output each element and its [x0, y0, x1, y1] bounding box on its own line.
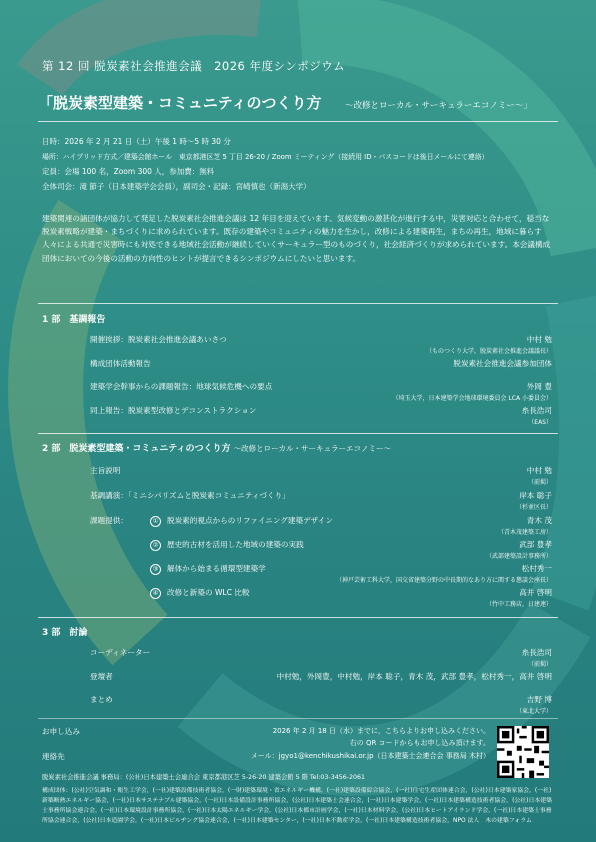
part3-heading: 3 部 討論 [42, 628, 88, 638]
topic-aff: （武部建築設計事務所） [485, 553, 552, 560]
member-organizations: 構成団体：(公社)空気調和・衛生工学会，(一社)建築設備技術者協会，(一財)建築環境・省エネルギー機構，(一社)建築設備綜合協会，(一社)住宅生産団体連合会，(公社)日本建築家協会，(一社)新築断熱エネルギー協会，(一社)日本サステナブル建築協会，(一社)日本設備設計事務所協会，(公社)日本建築士会連合会，(一社)日本建築学会，(一社)日本建築構造技術者協会，(公社)日本建築士事務所協会連合会，(一社)日本環境設計事務所協会，(一社)日本太陽エネルギー学会，(公社)日本都市計画学会，(一社)日本材料学会，(公社)日本ヒートアイランド学会，(一社)日本建築士事務所協会連合会，(公社)日本造園学会，(一社)日本ビルヂング協会連合会，(一社)日本建築センター，(一社)日本不動産学会，(一社)日本建築構造技術者協会，NPO 法人 木の建築フォラム [42, 788, 553, 824]
topic-name: 青木 茂 [526, 516, 552, 525]
part2-rule [38, 433, 558, 434]
part1-row-label: 構成団体活動報告 [90, 359, 151, 368]
topic-text: 改修と新築の WLC 比較 [167, 588, 250, 597]
part1-row-aff: （埼玉大学，日本建築学会地球環境委員会 LCA 小委員会） [392, 395, 552, 402]
topic-number: ③ [150, 564, 161, 575]
part1-row-name: 中村 勉 [526, 335, 552, 344]
part1-rule [38, 303, 558, 304]
keynote-label: 基調講演：「ミニシパリズムと脱炭素コミュニティづくり」 [90, 491, 290, 500]
part2-heading-sub: ～改修とローカル・サーキュラーエコノミー～ [233, 444, 391, 453]
part1-row-label: 建築学会幹事からの課題報告：地球気候危機への要点 [90, 382, 273, 391]
event-venue: 場所：ハイブリッド方式／建築会館ホール 東京都港区芝 5 丁目 26-20 / Zoom ミーティング（接続用 ID・パスコードは後日メールにて連絡） [42, 153, 489, 161]
part1-row-name: 外岡 豊 [526, 382, 552, 391]
part1-row-name: 糸長浩司 [521, 406, 552, 415]
page-title: 「脱炭素型建築・コミュニティのつくり方 [38, 94, 322, 112]
part3-row-label: 登壇者 [90, 672, 113, 681]
contact-email[interactable]: メール：jgyo1@kenchikushikai.or.jp（日本建築士会連合会 事務局 木村） [250, 752, 490, 760]
contact-label: 連絡先 [42, 752, 65, 761]
footer-rule [38, 718, 558, 719]
topic-item [150, 587, 250, 599]
intro-label: 主旨説明 [90, 466, 121, 475]
apply-label: お申し込み [42, 727, 80, 736]
part2-heading-main: 2 部 脱炭素型建築・コミュニティのつくり方 [42, 444, 231, 454]
topic-item [150, 539, 304, 551]
part3-row-name: 中村勉，外岡豊，中村勉，岸本 聡子，青木 茂，武部 豊孝，松村秀一，高井 啓明 [276, 672, 552, 681]
topic-text: 脱炭素的視点からのリファイニング建築デザイン [167, 516, 333, 525]
topic-number: ② [150, 540, 161, 551]
topics-label: 課題提供： [90, 516, 128, 525]
part3-row-label: コーディネーター [90, 648, 151, 657]
part1-row-label: 同上報告：脱炭素型改修とデコンストラクション [90, 406, 257, 415]
event-moderator: 全体司会：滝 節子（日本建築学会会員），副司会・記録：宮崎慎也（新潟大学） [42, 182, 311, 191]
intro-name: 中村 勉 [526, 466, 552, 475]
topic-item [150, 515, 333, 527]
topic-aff: （神戸芸術工科大学，国交省建築分野の中長期的なあり方に関する懇談会座長） [335, 577, 552, 584]
part1-row-name: 脱炭素社会推進会議参加団体 [453, 359, 552, 368]
topic-name: 松村秀一 [521, 564, 552, 573]
keynote-aff: （杉並区長） [515, 504, 552, 511]
topic-aff: （青木茂建築工房） [497, 529, 552, 536]
topic-number: ④ [150, 588, 161, 599]
event-date: 日時：2026 年 2 月 21 日（土）午後 1 時～5 時 30 分 [42, 137, 231, 146]
part2-heading [42, 441, 391, 454]
part1-row-label: 開催挨拶：脱炭素社会推進会議あいさつ [90, 335, 227, 344]
office-address: 脱炭素社会推進会議 事務局：(公社)日本建築士会連合会 東京都港区芝 5-26-20 建築会館 5 階 Tel:03-3456-2061 [42, 774, 366, 781]
apply-text: 2026 年 2 月 18 日（水）までに，こちらよりお申し込みください。 [272, 727, 490, 735]
part3-row-name: 糸長浩司 [521, 648, 552, 657]
topic-item [150, 563, 266, 575]
apply-text-qr: 右の QR コードからもお申し込み頂けます。 [349, 739, 490, 747]
event-capacity: 定員：会場 100 名，Zoom 300 人，参加費：無料 [42, 167, 215, 176]
topic-name: 高井 啓明 [519, 588, 552, 597]
part3-row-aff: （前掲） [527, 661, 552, 668]
qr-code[interactable] [497, 726, 549, 778]
part1-row-aff: （ものつくり大学，脱炭素社会推進会議議長） [425, 348, 552, 355]
topic-name: 武部 豊孝 [519, 540, 552, 549]
part1-row-aff: （EAS） [528, 419, 552, 426]
topic-number: ① [150, 516, 161, 527]
page-subtitle: ～改修とローカル・サーキュラーエコノミー～」 [345, 101, 532, 111]
part3-row-label: まとめ [90, 695, 113, 704]
topic-text: 歴史的古材を活用した地域の建築の実践 [167, 540, 304, 549]
lead-paragraph: 建築関連の諸団体が協力して発足した脱炭素社会推進会議は 12 年目を迎えています。気候変動の激甚化が進行する中，災害対応と合わせて，穏当な脱炭素戦略が建築・まちづくりに求められています。既存の建築やコミュニティの魅力を生かし，改修による建築再生，まちの再生，地域に暮らす人々による共通で災害時にも対処できる地域社会活動が継続していくサーキュラー型のものづくり，社会経済づくりが求められています。本会議構成団体においての今後の活動の方向性のヒントが提言できるシンポジウムにしたいと思います。 [42, 214, 551, 263]
part3-row-aff: （東北大学） [515, 708, 552, 715]
topic-aff: （竹中工務店，日建連） [485, 601, 552, 608]
qr-code-graphic [497, 726, 549, 778]
topic-text: 解体から始まる循環型建築学 [167, 564, 266, 573]
part1-heading: 1 部 基調報告 [42, 315, 106, 325]
intro-aff: （前掲） [527, 479, 552, 486]
keynote-name: 岸本 聡子 [519, 491, 552, 500]
event-name: 第 12 回 脱炭素社会推進会議 2026 年度シンポジウム [42, 59, 346, 73]
part3-row-name: 吉野 博 [526, 695, 552, 704]
title-rule [38, 121, 558, 122]
part3-rule [38, 617, 558, 618]
